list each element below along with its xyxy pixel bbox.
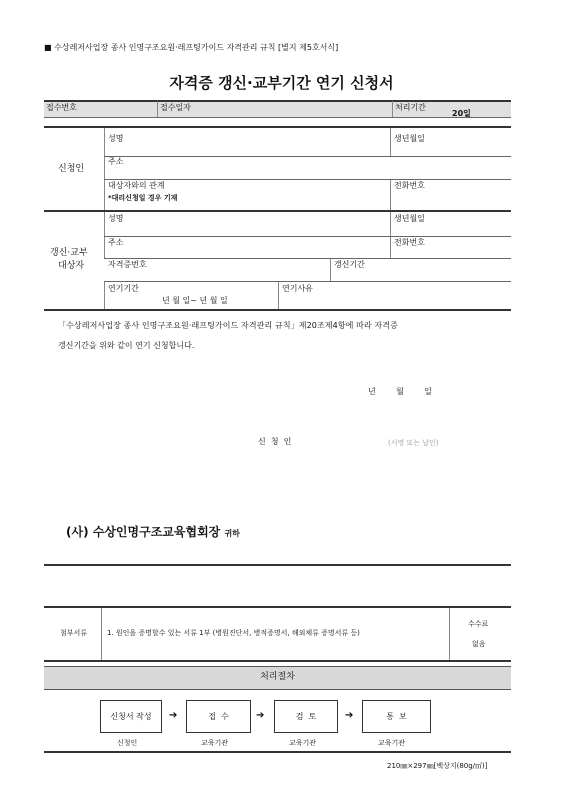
recipient-suffix: 귀하 xyxy=(224,529,240,538)
rule xyxy=(44,126,511,128)
target-phone-label: 전화번호 xyxy=(394,238,425,247)
divider xyxy=(392,101,393,117)
procedure-title: 처리절차 xyxy=(260,672,295,682)
rule xyxy=(44,564,511,566)
renew-period-label: 갱신기간 xyxy=(334,260,365,269)
cert-number-label: 자격증번호 xyxy=(108,260,147,269)
divider xyxy=(101,608,102,660)
applicant-relation-label: 대상자와의 관계 xyxy=(108,181,165,190)
rule xyxy=(104,236,511,237)
applicant-address-label: 주소 xyxy=(108,157,124,166)
rule xyxy=(104,281,511,282)
arrow-right-icon: ➔ xyxy=(256,710,265,721)
applicant-relation-note: *대리신청일 경우 기재 xyxy=(108,194,178,202)
rule xyxy=(44,606,511,608)
divider xyxy=(390,128,391,156)
applicant-birth-label: 생년월일 xyxy=(394,134,425,143)
extend-period-value: 년 월 일~ 년 월 일 xyxy=(162,296,228,305)
target-section-label-2: 대상자 xyxy=(58,261,85,271)
divider xyxy=(278,282,279,309)
target-section-label-1: 갱신·교부 xyxy=(50,248,88,258)
step-box-4: 통 보 xyxy=(362,700,431,733)
divider xyxy=(104,212,105,258)
step-caption-2: 교육기관 xyxy=(201,739,229,747)
rule xyxy=(104,156,511,157)
caption-text: 수상레저사업장 종사 인명구조요원·래프팅가이드 자격관리 규칙 [별지 제5호서식] xyxy=(54,43,339,52)
arrow-right-icon: ➔ xyxy=(169,710,178,721)
statement-line-1: 「수상레저사업장 종사 인명구조요원·래프팅가이드 자격관리 규칙」제20조제4항에 따라 자격증 xyxy=(58,321,398,330)
target-address-label: 주소 xyxy=(108,238,124,247)
arrow-right-icon: ➔ xyxy=(345,710,354,721)
page-title: 자격증 갱신·교부기간 연기 신청서 xyxy=(169,74,394,92)
step-caption-3: 교육기관 xyxy=(289,739,317,747)
extend-reason-label: 연기사유 xyxy=(282,284,313,293)
divider xyxy=(104,282,105,309)
applicant-phone-label: 전화번호 xyxy=(394,181,425,190)
paper-size-footer: 210㎜×297㎜[백상지(80g/㎡)] xyxy=(387,762,488,770)
processing-period-label: 처리기간 xyxy=(395,103,426,112)
applicant-name-label: 성명 xyxy=(108,134,124,143)
receipt-date-label: 접수일자 xyxy=(160,103,191,112)
receipt-bar xyxy=(44,100,511,117)
receipt-number-label: 접수번호 xyxy=(46,103,77,112)
rule xyxy=(44,100,511,102)
fee-value: 없음 xyxy=(472,640,486,648)
step-caption-4: 교육기관 xyxy=(378,739,406,747)
bullet-icon: ■ xyxy=(44,43,52,52)
divider xyxy=(330,259,331,281)
target-name-label: 성명 xyxy=(108,214,124,223)
attachments-label: 첨부서류 xyxy=(60,629,88,637)
divider xyxy=(157,101,158,117)
form-caption xyxy=(44,44,338,52)
statement-line-2: 갱신기간을 위와 같이 연기 신청합니다. xyxy=(58,341,195,350)
applicant-section-label: 신청인 xyxy=(58,164,85,174)
divider xyxy=(449,608,450,660)
signature-label: 신 청 인 xyxy=(258,437,292,446)
step-box-1: 신청서 작성 xyxy=(100,700,162,733)
step-box-2: 접 수 xyxy=(186,700,251,733)
application-date: 년 월 일 xyxy=(368,387,432,396)
extend-period-label: 연기기간 xyxy=(108,284,139,293)
rule xyxy=(44,210,511,212)
recipient xyxy=(66,526,240,538)
rule xyxy=(44,660,511,662)
attachments-content: 1. 원인을 증명할수 있는 서류 1부 (병원진단서, 병적증명서, 해외체류 증명서류 등) xyxy=(107,629,360,637)
divider xyxy=(104,128,105,210)
fee-label: 수수료 xyxy=(468,620,489,628)
divider xyxy=(390,180,391,210)
step-caption-1: 신청인 xyxy=(117,739,138,747)
rule xyxy=(44,117,511,118)
recipient-name: (사) 수상인명구조교육협회장 xyxy=(66,525,221,539)
step-box-3: 검 토 xyxy=(274,700,338,733)
target-birth-label: 생년월일 xyxy=(394,214,425,223)
rule xyxy=(104,258,511,259)
divider xyxy=(390,212,391,258)
rule xyxy=(44,309,511,311)
signature-note: (서명 또는 날인) xyxy=(388,439,439,447)
processing-period-value: 20일 xyxy=(452,109,471,118)
rule xyxy=(104,179,511,180)
